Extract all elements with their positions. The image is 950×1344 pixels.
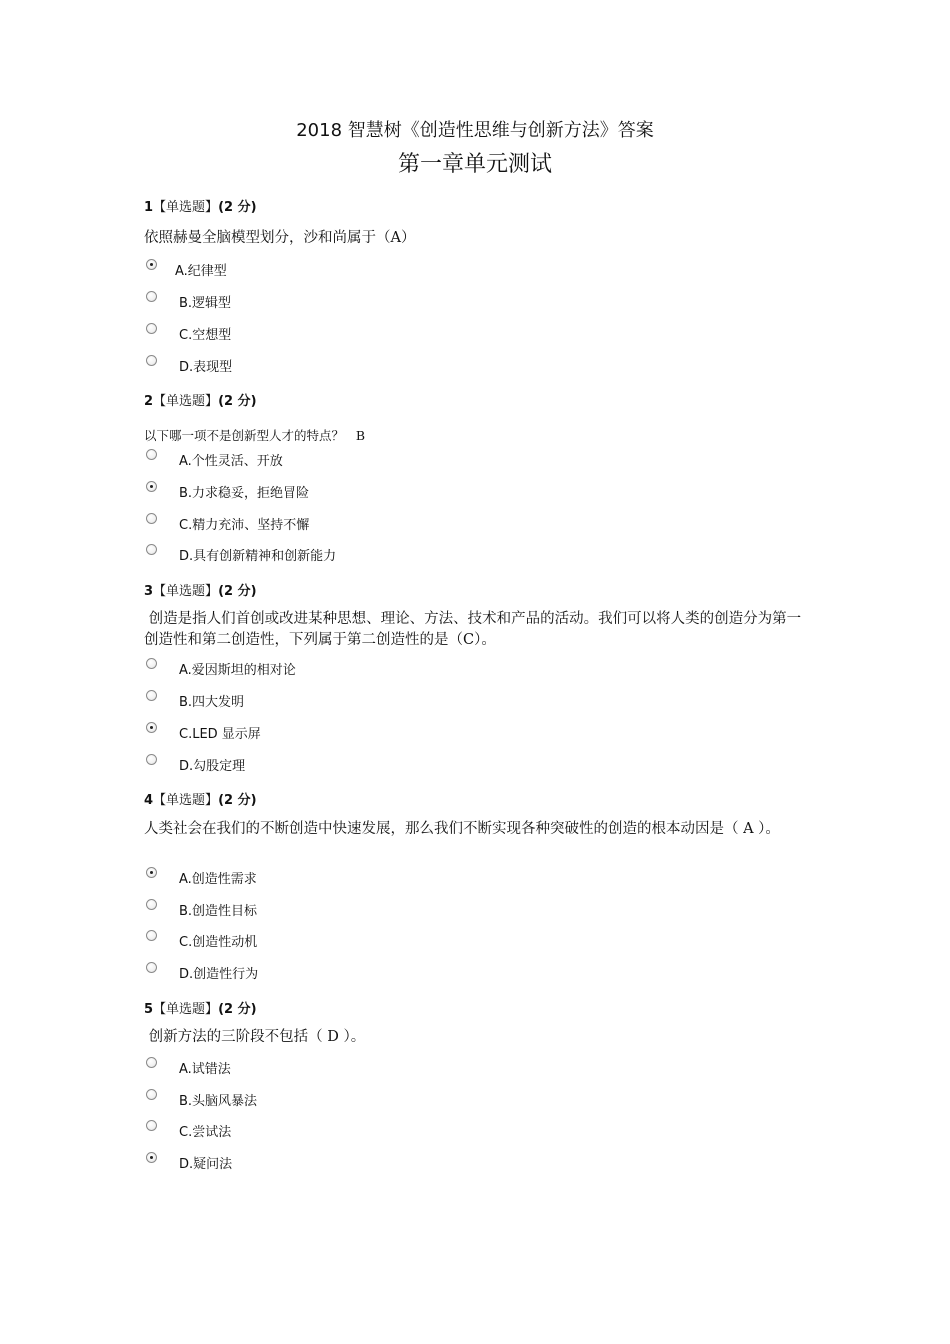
radio-unchecked-icon[interactable]: [146, 754, 157, 765]
question-5-stem: 创新方法的三阶段不包括（ D ）。: [144, 1029, 366, 1045]
radio-unchecked-icon[interactable]: [146, 449, 157, 460]
question-3-option-b[interactable]: [144, 690, 544, 712]
question-3-stem: 创造是指人们首创或改进某种思想、理论、方法、技术和产品的活动。我们可以将人类的创造分为第一创造性和第二创造性，下列属于第二创造性的是（C）。: [144, 611, 802, 648]
radio-checked-icon[interactable]: [146, 259, 157, 270]
question-1-stem: 依照赫曼全脑模型划分，沙和尚属于（A）: [144, 230, 416, 246]
question-5-option-a[interactable]: [144, 1057, 544, 1079]
question-score: 2: [224, 394, 234, 409]
question-1-header: [144, 199, 257, 217]
question-4-option-b[interactable]: [144, 899, 544, 921]
question-2-header: [144, 393, 257, 411]
option-label: C.尝试法: [179, 1125, 232, 1140]
score-unit: 分): [233, 200, 257, 215]
score-unit: 分): [233, 584, 257, 599]
radio-checked-icon[interactable]: [146, 1152, 157, 1163]
score-open: (: [218, 394, 225, 409]
question-score: 2: [224, 200, 234, 215]
radio-unchecked-icon[interactable]: [146, 899, 157, 910]
radio-unchecked-icon[interactable]: [146, 658, 157, 669]
radio-unchecked-icon[interactable]: [146, 513, 157, 524]
question-4-option-d[interactable]: [144, 962, 544, 984]
score-unit: 分): [233, 793, 257, 808]
question-type: 【单选题】: [153, 793, 219, 808]
question-score: 2: [224, 584, 234, 599]
option-label: D.创造性行为: [179, 967, 259, 982]
score-unit: 分): [233, 1002, 257, 1017]
score-unit: 分): [233, 394, 257, 409]
question-number: 1: [144, 200, 154, 215]
question-2-stem: 以下哪一项不是创新型人才的特点？ B: [144, 428, 366, 443]
question-2-option-a[interactable]: [144, 449, 544, 471]
question-5-header: [144, 1001, 257, 1019]
question-4-stem: 人类社会在我们的不断创造中快速发展，那么我们不断实现各种突破性的创造的根本动因是（ A ）。: [144, 821, 780, 837]
question-1-option-c[interactable]: [144, 323, 544, 345]
radio-unchecked-icon[interactable]: [146, 1120, 157, 1131]
question-type: 【单选题】: [153, 200, 219, 215]
option-label: B.头脑风暴法: [179, 1094, 258, 1109]
option-label: B.逻辑型: [179, 296, 232, 311]
option-label: D.疑问法: [179, 1157, 233, 1172]
radio-checked-icon[interactable]: [146, 481, 157, 492]
question-number: 5: [144, 1002, 154, 1017]
option-label: D.表现型: [179, 360, 233, 375]
radio-unchecked-icon[interactable]: [146, 1089, 157, 1100]
question-number: 4: [144, 793, 154, 808]
option-label: D.勾股定理: [179, 759, 246, 774]
option-label: D.具有创新精神和创新能力: [179, 549, 337, 564]
question-1-option-d[interactable]: [144, 355, 544, 377]
question-1-option-b[interactable]: [144, 291, 544, 313]
question-number: 2: [144, 394, 154, 409]
option-label: A.个性灵活、开放: [179, 454, 283, 469]
document-subtitle: 第一章单元测试: [397, 152, 552, 177]
question-type: 【单选题】: [153, 1002, 219, 1017]
radio-unchecked-icon[interactable]: [146, 1057, 157, 1068]
question-4-option-c[interactable]: [144, 930, 544, 952]
question-2-option-d[interactable]: [144, 544, 544, 566]
score-open: (: [218, 1002, 225, 1017]
option-label: C.空想型: [179, 328, 232, 343]
radio-unchecked-icon[interactable]: [146, 355, 157, 366]
option-label: A.试错法: [179, 1062, 231, 1077]
option-label: A.创造性需求: [179, 872, 257, 887]
question-2-option-c[interactable]: [144, 513, 544, 535]
question-3-option-a[interactable]: [144, 658, 544, 680]
question-4-option-a[interactable]: [144, 867, 544, 889]
question-1-option-a[interactable]: [144, 259, 544, 281]
question-5-option-d[interactable]: [144, 1152, 544, 1174]
radio-unchecked-icon[interactable]: [146, 323, 157, 334]
question-type: 【单选题】: [153, 394, 219, 409]
option-label: B.创造性目标: [179, 904, 258, 919]
document-title: 2018 智慧树《创造性思维与创新方法》答案: [296, 120, 654, 141]
question-3-option-c[interactable]: [144, 722, 544, 744]
option-label: C.精力充沛、坚持不懈: [179, 518, 310, 533]
question-5-option-c[interactable]: [144, 1120, 544, 1142]
option-label: A.爱因斯坦的相对论: [179, 663, 296, 678]
question-3-header: [144, 583, 257, 601]
question-number: 3: [144, 584, 154, 599]
option-label: B.力求稳妥，拒绝冒险: [179, 486, 310, 501]
question-score: 2: [224, 1002, 234, 1017]
option-label: C.LED 显示屏: [179, 727, 261, 742]
radio-unchecked-icon[interactable]: [146, 544, 157, 555]
question-2-option-b[interactable]: [144, 481, 544, 503]
question-type: 【单选题】: [153, 584, 219, 599]
option-label: B.四大发明: [179, 695, 245, 710]
radio-unchecked-icon[interactable]: [146, 291, 157, 302]
question-score: 2: [224, 793, 234, 808]
radio-unchecked-icon[interactable]: [146, 962, 157, 973]
question-5-option-b[interactable]: [144, 1089, 544, 1111]
score-open: (: [218, 584, 225, 599]
option-label: C.创造性动机: [179, 935, 258, 950]
score-open: (: [218, 200, 225, 215]
radio-unchecked-icon[interactable]: [146, 690, 157, 701]
question-4-header: [144, 792, 257, 810]
question-3-option-d[interactable]: [144, 754, 544, 776]
radio-checked-icon[interactable]: [146, 867, 157, 878]
radio-checked-icon[interactable]: [146, 722, 157, 733]
score-open: (: [218, 793, 225, 808]
option-label: A.纪律型: [175, 264, 227, 279]
radio-unchecked-icon[interactable]: [146, 930, 157, 941]
